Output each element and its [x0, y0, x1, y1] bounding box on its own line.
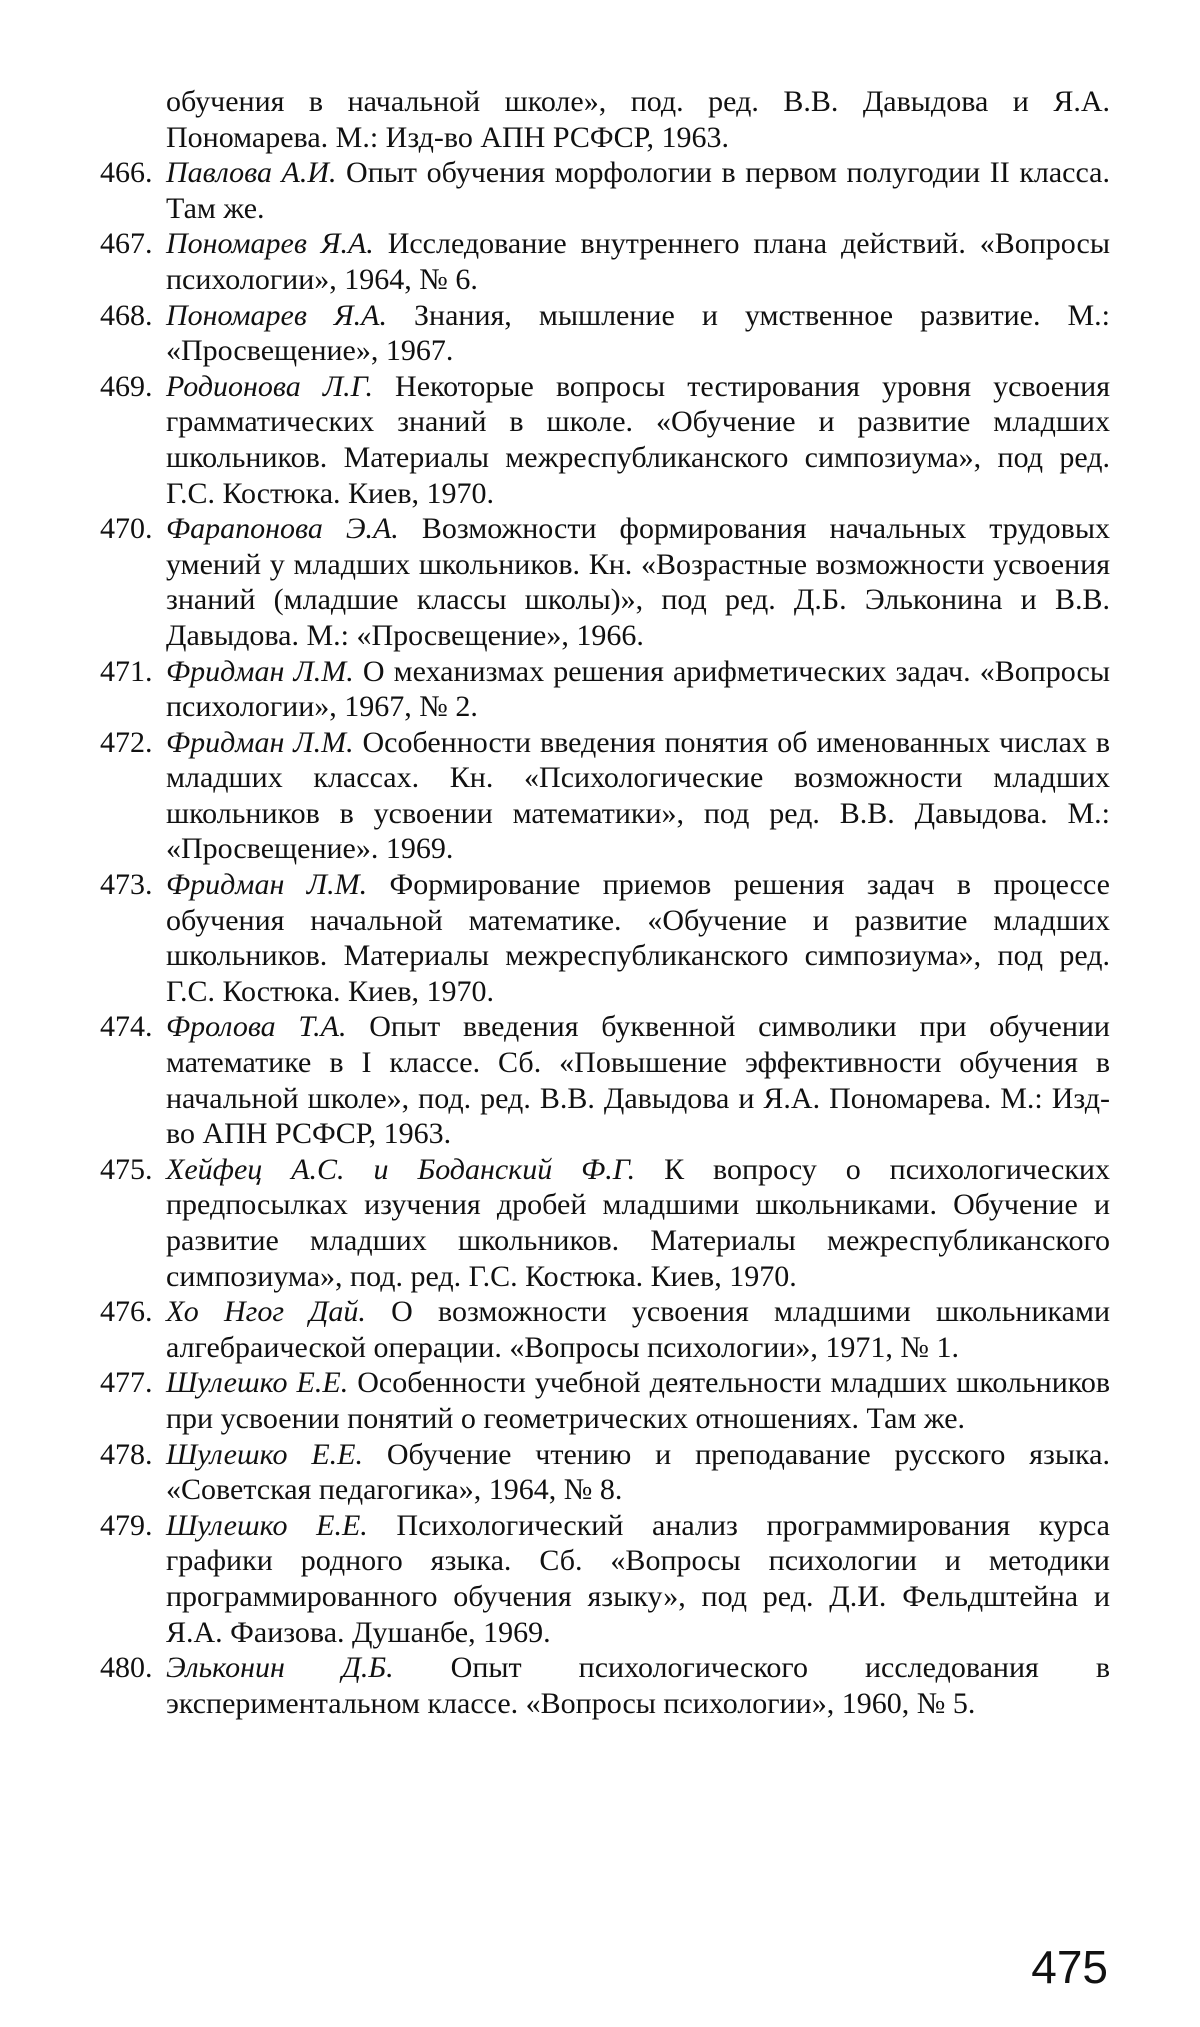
- entry-number: 472.: [100, 725, 166, 761]
- bibliography-continuation: [100, 84, 1110, 155]
- entry-body: [166, 298, 1110, 369]
- entry-number: 467.: [100, 226, 166, 262]
- entry-text: Опыт психологического исследования в экспериментальном классе. «Вопросы психологии», 1960, № 5.: [166, 1651, 1110, 1720]
- entry-number: 469.: [100, 369, 166, 405]
- entry-author: Пономарев Я.А.: [166, 299, 387, 332]
- entry-body: [166, 654, 1110, 725]
- entry-text: Опыт введения буквенной символики при обучении математике в I классе. Сб. «Повышение эффективности обучения в начальной школе», под. ред. В.В. Давыдова и Я.А. Пономарева. М.: Изд-во АПН РСФСР, 1963.: [166, 1010, 1110, 1150]
- entry-body: [166, 511, 1110, 653]
- entry-text: Особенности учебной деятельности младших школьников при усвоении понятий о геометрических отношениях. Там же.: [166, 1366, 1110, 1435]
- entry-author: Шулешко Е.Е.: [166, 1366, 348, 1399]
- entry-author: Павлова А.И.: [166, 156, 337, 189]
- entry-author: Хо Нгог Дай.: [166, 1295, 366, 1328]
- entry-body: [166, 1437, 1110, 1508]
- bibliography-entry: [100, 226, 1110, 297]
- bibliography-entry: [100, 1294, 1110, 1365]
- entry-number: 478.: [100, 1437, 166, 1473]
- entry-author: Фридман Л.М.: [166, 726, 354, 759]
- entry-author: Родионова Л.Г.: [166, 370, 373, 403]
- bibliography-entry: [100, 1508, 1110, 1650]
- entry-body: [166, 867, 1110, 1009]
- bibliography-entry: [100, 298, 1110, 369]
- entry-body: [166, 1152, 1110, 1294]
- entry-number: 466.: [100, 155, 166, 191]
- bibliography-entry: [100, 1365, 1110, 1436]
- entry-author: Хейфец А.С. и Боданский Ф.Г.: [166, 1153, 635, 1186]
- entry-text: Возможности формирования начальных трудовых умений у младших школьников. Кн. «Возрастные возможности усвоения знаний (младшие классы школы)», под ред. Д.Б. Эльконина и В.В. Давыдова. М.: «Просвещение», 1966.: [166, 512, 1110, 652]
- entry-text: К вопросу о психологических предпосылках изучения дробей младшими школьниками. Обучение и развитие младших школьников. Материалы межреспубликанского симпозиума», под. ред. Г.С. Костюка. Киев, 1970.: [166, 1153, 1110, 1293]
- entry-body: [166, 369, 1110, 511]
- entry-author: Шулешко Е.Е.: [166, 1509, 368, 1542]
- bibliography-entry: [100, 654, 1110, 725]
- bibliography-entry: [100, 155, 1110, 226]
- bibliography-entry: [100, 867, 1110, 1009]
- entry-body: [166, 1508, 1110, 1650]
- entry-number: 479.: [100, 1508, 166, 1544]
- entry-author: Шулешко Е.Е.: [166, 1438, 363, 1471]
- entry-number: 475.: [100, 1152, 166, 1188]
- entry-author: Фридман Л.М.: [166, 655, 354, 688]
- entry-body: [166, 1650, 1110, 1721]
- entry-text: Психологический анализ программирования курса графики родного языка. Сб. «Вопросы психологии и методики программированного обучения языку», под ред. Д.И. Фельдштейна и Я.А. Фаизова. Душанбе, 1969.: [166, 1509, 1110, 1649]
- entry-author: Фарапонова Э.А.: [166, 512, 399, 545]
- bibliography-entry: [100, 1437, 1110, 1508]
- bibliography-entry: [100, 369, 1110, 511]
- entry-author: Фридман Л.М.: [166, 868, 367, 901]
- bibliography-entry: [100, 1152, 1110, 1294]
- entry-author: Эльконин Д.Б.: [166, 1651, 394, 1684]
- entry-body: [166, 226, 1110, 297]
- entry-text: Формирование приемов решения задач в процессе обучения начальной математике. «Обучение и развитие младших школьников. Материалы межреспубликанского симпозиума», под ред. Г.С. Костюка. Киев, 1970.: [166, 868, 1110, 1008]
- entry-number: 468.: [100, 298, 166, 334]
- bibliography-entry: [100, 725, 1110, 867]
- entry-text: О механизмах решения арифметических задач. «Вопросы психологии», 1967, № 2.: [166, 655, 1110, 724]
- bibliography-list: [100, 84, 1110, 1721]
- entry-number: 471.: [100, 654, 166, 690]
- entry-text: Опыт обучения морфологии в первом полугодии II класса. Там же.: [166, 156, 1110, 225]
- entry-text: Некоторые вопросы тестирования уровня усвоения грамматических знаний в школе. «Обучение и развитие младших школьников. Материалы межреспубликанского симпозиума», под ред. Г.С. Костюка. Киев, 1970.: [166, 370, 1110, 510]
- entry-body: [166, 1294, 1110, 1365]
- entry-number: 470.: [100, 511, 166, 547]
- entry-text: Особенности введения понятия об именованных числах в младших классах. Кн. «Психологические возможности младших школьников в усвоении математики», под ред. В.В. Давыдова. М.: «Просвещение». 1969.: [166, 726, 1110, 866]
- book-page: [0, 0, 1200, 2027]
- entry-number: 474.: [100, 1009, 166, 1045]
- entry-body: [166, 1365, 1110, 1436]
- entry-number: 477.: [100, 1365, 166, 1401]
- entry-text: Обучение чтению и преподавание русского языка. «Советская педагогика», 1964, № 8.: [166, 1438, 1110, 1507]
- entry-author: Фролова Т.А.: [166, 1010, 347, 1043]
- bibliography-entry: [100, 1009, 1110, 1151]
- entry-body: [166, 725, 1110, 867]
- entry-text: Знания, мышление и умственное развитие. М.: «Просвещение», 1967.: [166, 299, 1110, 368]
- entry-number: 480.: [100, 1650, 166, 1686]
- entry-text: О возможности усвоения младшими школьниками алгебраической операции. «Вопросы психологии», 1971, № 1.: [166, 1295, 1110, 1364]
- entry-body: [166, 155, 1110, 226]
- continuation-text: обучения в начальной школе», под. ред. В.В. Давыдова и Я.А. Пономарева. М.: Изд-во АПН РСФСР, 1963.: [166, 84, 1110, 155]
- entry-text: Исследование внутреннего плана действий. «Вопросы психологии», 1964, № 6.: [166, 227, 1110, 296]
- bibliography-entry: [100, 511, 1110, 653]
- entry-number: 476.: [100, 1294, 166, 1330]
- entry-author: Пономарев Я.А.: [166, 227, 374, 260]
- entry-body: [166, 1009, 1110, 1151]
- bibliography-entry: [100, 1650, 1110, 1721]
- entry-number: 473.: [100, 867, 166, 903]
- page-number: 475: [1031, 1942, 1108, 1992]
